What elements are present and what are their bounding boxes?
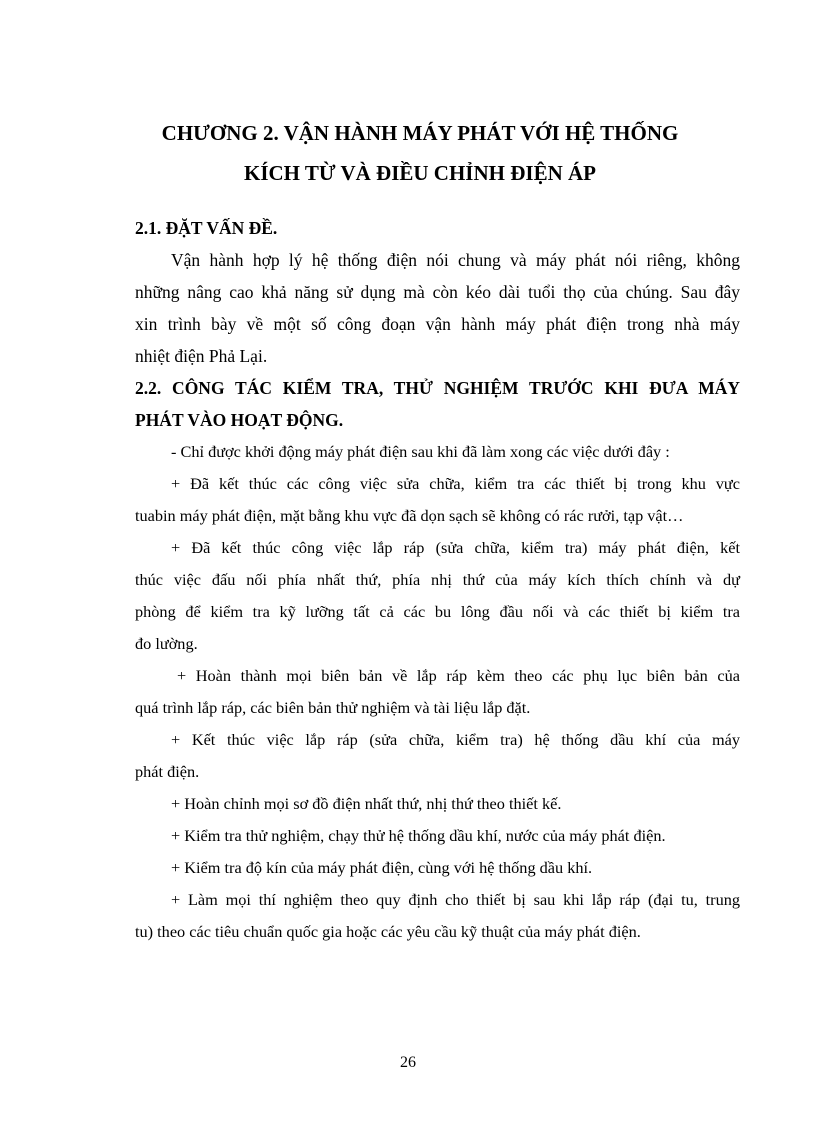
list-item-6 — [135, 820, 740, 852]
section-heading-2-1 — [135, 212, 740, 244]
chapter-title — [90, 113, 750, 193]
paragraph-line: tuabin máy phát điện, mặt bằng khu vực đã dọn sạch sẽ không có rác rưởi, tạp vật… — [135, 506, 684, 525]
chapter-title-line-1: CHƯƠNG 2. VẬN HÀNH MÁY PHÁT VỚI HỆ THỐNG — [161, 121, 679, 145]
section-heading-2-2-line-2: PHÁT VÀO HOẠT ĐỘNG. — [135, 410, 344, 430]
paragraph-line: + Kiểm tra thử nghiệm, chạy thử hệ thống dầu khí, nước của máy phát điện. — [171, 826, 666, 845]
intro-paragraph — [135, 436, 740, 468]
list-item-4 — [135, 724, 740, 788]
paragraph-line: + Kiểm tra độ kín của máy phát điện, cùng với hệ thống dầu khí. — [171, 858, 593, 877]
paragraph-line: phòng để kiểm tra kỹ lưỡng tất cả các bu lông đầu nối và các thiết bị kiểm tra — [135, 602, 740, 621]
paragraph-line: phát điện. — [135, 762, 200, 781]
paragraph-line: đo lường. — [135, 634, 198, 653]
paragraph-line: + Đã kết thúc công việc lắp ráp (sửa chữa, kiểm tra) máy phát điện, kết — [171, 538, 740, 557]
list-item-7 — [135, 852, 740, 884]
page-number: 26 — [400, 1054, 416, 1071]
paragraph-line: + Làm mọi thí nghiệm theo quy định cho thiết bị sau khi lắp ráp (đại tu, trung — [171, 890, 740, 909]
section-2-1-paragraph — [135, 244, 740, 372]
paragraph-line: quá trình lắp ráp, các biên bản thử nghiệm và tài liệu lắp đặt. — [135, 698, 531, 717]
paragraph-line: xin trình bày về một số công đoạn vận hành máy phát điện trong nhà máy — [135, 314, 740, 334]
paragraph-line: - Chỉ được khởi động máy phát điện sau khi đã làm xong các việc dưới đây : — [171, 442, 670, 461]
paragraph-line: Vận hành hợp lý hệ thống điện nói chung và máy phát nói riêng, không — [171, 250, 740, 270]
paragraph-line: + Hoàn chỉnh mọi sơ đồ điện nhất thứ, nhị thứ theo thiết kế. — [171, 794, 562, 813]
list-item-8 — [135, 884, 740, 948]
section-heading-2-2 — [135, 372, 740, 436]
paragraph-line: + Đã kết thúc các công việc sửa chữa, kiểm tra các thiết bị trong khu vực — [171, 474, 740, 493]
paragraph-line: nhiệt điện Phả Lại. — [135, 346, 268, 366]
list-item-5 — [135, 788, 740, 820]
paragraph-line: thúc việc đấu nối phía nhất thứ, phía nhị thứ của máy kích thích chính và dự — [135, 570, 740, 589]
list-item-2 — [135, 532, 740, 660]
paragraph-line: + Hoàn thành mọi biên bản về lắp ráp kèm theo các phụ lục biên bản của — [177, 666, 740, 685]
paragraph-line: tu) theo các tiêu chuẩn quốc gia hoặc các yêu cầu kỹ thuật của máy phát điện. — [135, 922, 641, 941]
section-heading-2-1-text: 2.1. ĐẶT VẤN ĐỀ. — [135, 218, 278, 238]
paragraph-line: + Kết thúc việc lắp ráp (sửa chữa, kiểm tra) hệ thống dầu khí của máy — [171, 730, 740, 749]
list-item-1 — [135, 468, 740, 532]
section-heading-2-2-line-1: 2.2. CÔNG TÁC KIỂM TRA, THỬ NGHIỆM TRƯỚC KHI ĐƯA MÁY — [135, 378, 740, 398]
paragraph-line: những nâng cao khả năng sử dụng mà còn kéo dài tuổi thọ của chúng. Sau đây — [135, 282, 740, 302]
list-item-3 — [135, 660, 740, 724]
chapter-title-line-2: KÍCH TỪ VÀ ĐIỀU CHỈNH ĐIỆN ÁP — [244, 161, 596, 185]
document-body — [135, 212, 740, 948]
